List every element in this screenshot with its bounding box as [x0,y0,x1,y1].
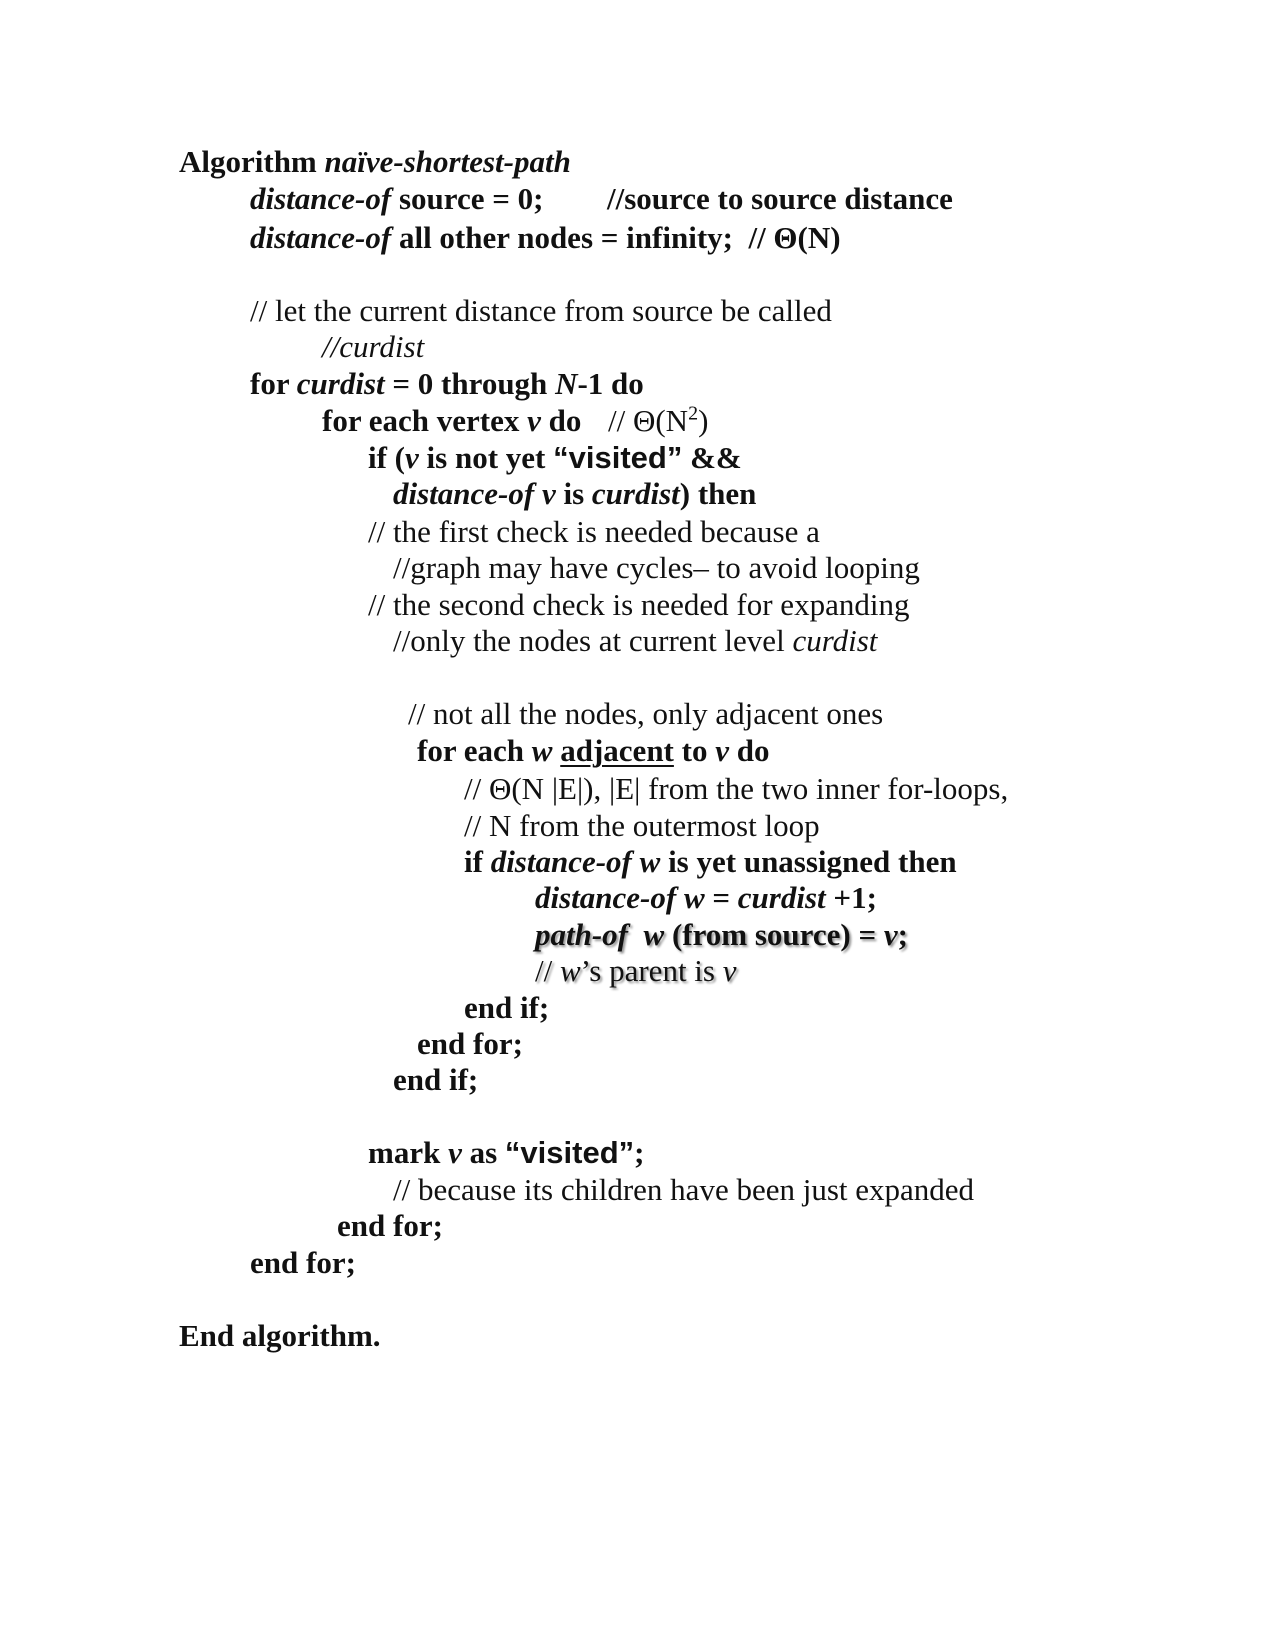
not-yet-text: is not yet [418,440,554,475]
algorithm-name: naïve-shortest-path [324,144,571,179]
theta-comment: // Θ(N [608,403,689,438]
to-text: to [673,733,716,768]
mark-keyword: mark [368,1135,449,1170]
end-algorithm: End algorithm. [179,1318,381,1353]
for-keyword: for [250,366,297,401]
v-var: v [883,917,898,952]
curdist-var: curdist [792,623,878,658]
w-var: w [559,953,581,988]
n-var: N [555,366,578,401]
comment-adjacent: // not all the nodes, only adjacent ones [408,696,884,731]
distance-of-w: distance-of w [490,844,661,879]
end-if-inner: end if; [464,990,550,1025]
algorithm-keyword: Algorithm [179,144,325,179]
mark-visited-line [368,1135,644,1171]
if-unassigned-line [464,844,957,880]
comment-complexity-2: // N from the outermost loop [464,808,820,843]
vertex-for-line [322,403,581,439]
distance-of-keyword: distance-of [250,220,392,255]
vertex-for-comment [608,403,708,439]
init-source-line [250,181,543,217]
close-paren: ) [698,403,709,438]
comment-children: // because its children have been just expanded [393,1172,975,1207]
assign-distance-line [535,880,877,916]
adjacent-word: adjacent [560,733,674,768]
init-source-text: source = 0; [391,181,544,216]
end-if-outer: end if; [393,1062,479,1097]
init-others-text: all other nodes = infinity; // Θ(N) [391,220,841,255]
and-operator: && [682,440,742,475]
v-var: v [448,1135,462,1170]
for-each-keyword: for each [417,733,532,768]
do-keyword: do [728,733,770,768]
comment-cycles: //graph may have cycles– to avoid looping [393,550,920,585]
from-source-text: (from source) = [664,917,884,952]
v-var: v [722,953,737,988]
if-visited-line [368,440,742,476]
path-of-w: path-of w [535,917,665,952]
comment-second-check: // the second check is needed for expanding [368,587,910,622]
semicolon: ; [634,1135,645,1170]
if-curdist-line [393,476,756,512]
parent-text: ’s parent is [580,953,723,988]
end-for-outer: end for; [250,1245,356,1280]
v-var: v [527,403,541,438]
visited-string: “visited” [504,1135,635,1170]
comment-parent-line [535,953,737,989]
v-var: v [405,440,419,475]
comment-current-level [393,623,877,659]
comment-first-check: // the first check is needed because a [368,514,820,549]
curdist-var: curdist [591,476,680,511]
curdist-var: curdist [296,366,385,401]
comment-curdist-line1: // let the current distance from source be called [250,293,832,328]
assign-path-line [535,917,908,953]
comment-complexity-1: // Θ(N |E|), |E| from the two inner for-loops, [464,771,1009,806]
if-keyword: if [464,844,491,879]
equals-sign: = [704,880,738,915]
for-each-vertex-keyword: for each vertex [322,403,528,438]
outer-for-line [250,366,644,402]
comment-text: //only the nodes at current level [393,623,793,658]
v-var: v [715,733,729,768]
curdist-var: curdist [737,880,826,915]
as-text: as [461,1135,505,1170]
unassigned-text: is yet unassigned then [660,844,957,879]
end-for-vertex: end for; [337,1208,443,1243]
do-text: -1 do [577,366,644,401]
exponent: 2 [688,402,699,425]
if-keyword: if ( [368,440,406,475]
then-keyword: ) then [679,476,757,511]
w-var: w [531,733,553,768]
do-keyword: do [540,403,582,438]
comment-slash: // [535,953,560,988]
init-others-line [250,220,841,256]
end-for-inner: end for; [417,1026,523,1061]
adjacent-for-line [417,733,769,769]
through-text: = 0 through [384,366,556,401]
comment-curdist-line2: //curdist [322,329,425,364]
plus-one: +1; [825,880,877,915]
is-text: is [555,476,592,511]
semicolon: ; [897,917,908,952]
distance-of-keyword: distance-of [250,181,392,216]
init-source-comment: //source to source distance [607,181,953,216]
distance-of-v: distance-of v [393,476,556,511]
distance-of-w: distance-of w [535,880,705,915]
visited-string: “visited” [553,440,683,475]
algorithm-header [179,144,571,180]
